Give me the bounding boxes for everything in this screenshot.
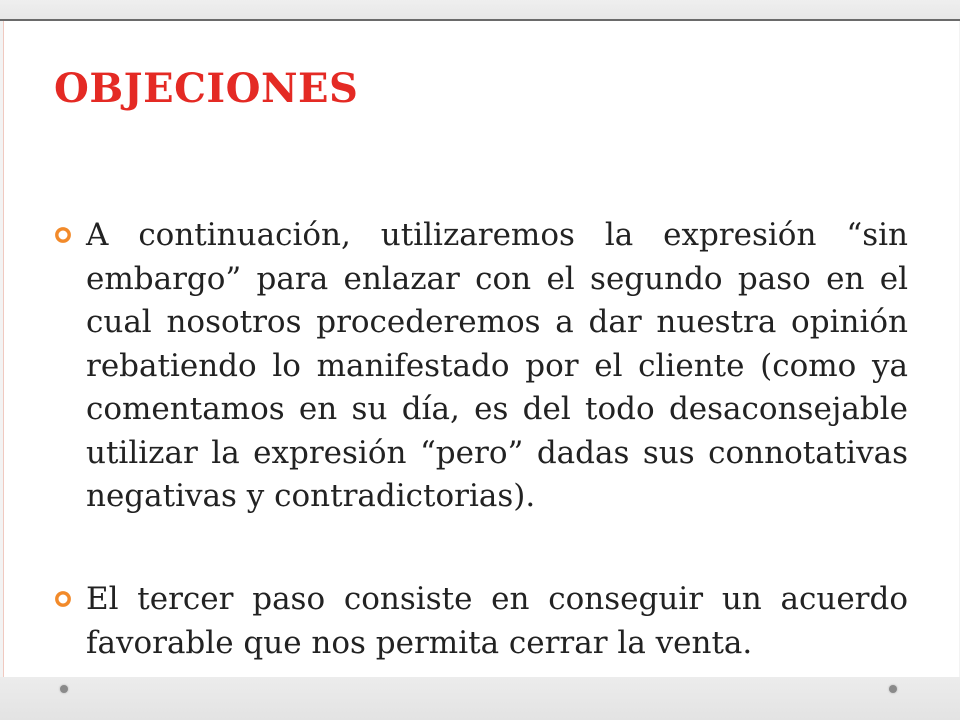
ring-bullet-icon	[54, 226, 72, 244]
corner-dot-icon	[889, 685, 897, 693]
slide-title: OBJECIONES	[54, 65, 359, 112]
bullet-text: A continuación, utilizaremos la expresión “sin embargo” para enlazar con el segundo paso en el cual nosotros procederemos a dar nuestra opinión rebatiendo lo manifestado por el cliente (como ya comentamos en su día, es del todo desaconsejable utilizar la expresión “pero” dadas sus connotativas negativas y contradictorias).	[86, 217, 908, 514]
corner-dot-icon	[60, 685, 68, 693]
ring-bullet-icon	[54, 590, 72, 608]
slide-top-band	[0, 0, 960, 19]
slide-bottom-band	[0, 677, 960, 720]
bullet-text: El tercer paso consiste en conseguir un acuerdo favorable que nos permita cerrar la venta.	[86, 581, 908, 661]
